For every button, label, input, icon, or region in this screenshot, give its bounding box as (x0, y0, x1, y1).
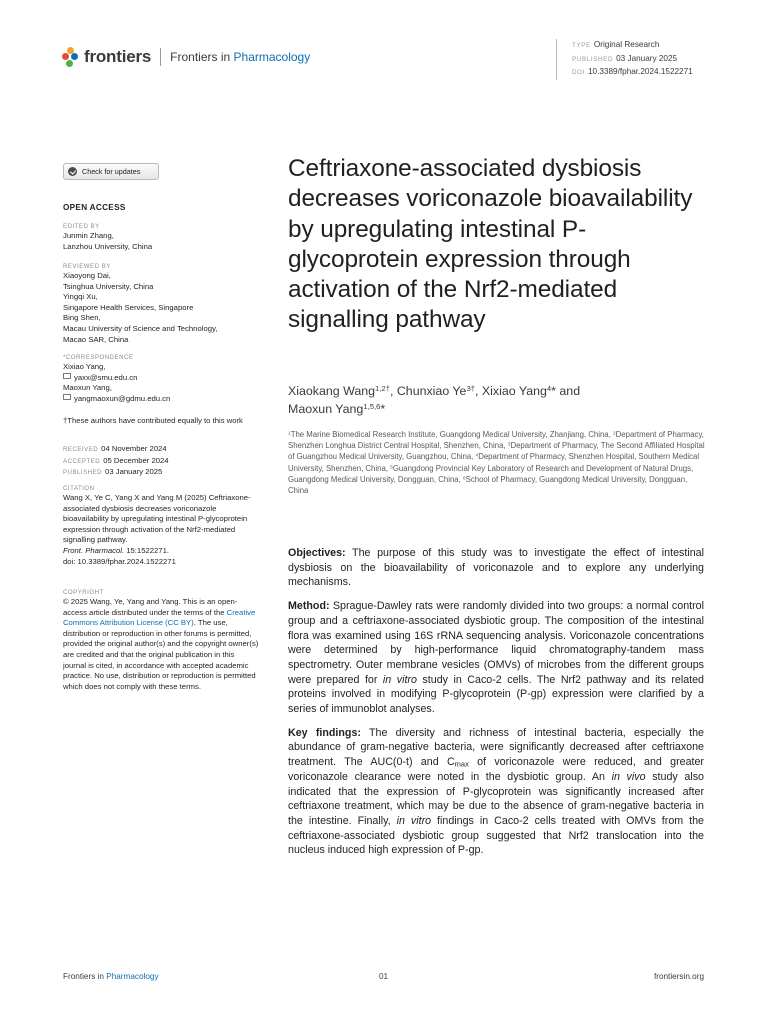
cc-license-link[interactable]: Creative Commons Attribution License (CC BY) (63, 607, 256, 628)
article-doi[interactable]: DOI 10.3389/fphar.2024.1522271 (572, 67, 693, 76)
abstract-key-findings: Key findings: The diversity and richness of intestinal bacteria, especially the abundance of gram-negative bacteria, were significantly decreased after ceftriaxone treatment. The AUC(0-t) and $C_{max}$ of voriconazole were reduced, and greater voriconazole clearance were noted in the dysbiotic group. An in vivo study also indicated that the expression of P-glycoprotein was significantly increased after ceftriaxone treatment, which may be due to the absence of gram-negative bacteria in the intestine. Finally, in vitro findings in Caco-2 cells treated with OMVs from the ceftriaxone-associated dysbiotic group suggested that Nrf2 translocation into the nucleus induced high expression of P-gp. (288, 726, 704, 857)
author[interactable]: Xixiao Yang$^4$ (481, 383, 552, 398)
reviewer-line: Bing Shen, (63, 313, 101, 323)
email-icon (63, 373, 71, 379)
corr-name: Maoxun Yang, (63, 383, 112, 393)
article-meta-box (556, 39, 693, 80)
open-access-label: OPEN ACCESS (63, 203, 126, 212)
copyright-label: COPYRIGHT (63, 589, 104, 596)
author-list: Xiaokang Wang$^{1,2\dagger}$, Chunxiao $Ye^{3\dagger}$, Xixiao Yang$^4$* and Maoxun Yang$^{1,5,6}$* (288, 383, 581, 417)
reviewer-line: Macao SAR, China (63, 334, 129, 344)
footer-site-link[interactable]: frontiersin.org (653, 972, 704, 981)
corr-email[interactable]: yangmaoxun@gdmu.edu.cn (74, 393, 171, 403)
footer-journal[interactable]: Frontiers in Pharmacology (63, 972, 159, 981)
abstract-objectives: Objectives: The purpose of this study was to investigate the effect of intestinal dysbiosis on the bioavailability of voriconazole and to explore any underlying mechanisms. (288, 547, 704, 589)
page-number: 01 (379, 972, 389, 981)
corr-email[interactable]: yaxx@smu.edu.cn (74, 372, 138, 382)
reviewed-by-section (63, 262, 261, 345)
author[interactable]: Xiaokang Wang$^{1,2\dagger}$ (288, 383, 390, 398)
check-for-updates-label: Check for updates (82, 167, 141, 176)
reviewer-line: Singapore Health Services, Singapore (63, 302, 194, 312)
citation-text: Wang X, Ye C, Yang X and Yang M (2025) Ceftriaxone-associated dysbiosis decreases voriconazole bioavailability by upregulating intestinal P-glycoprotein expression through activation of the Nrf2-mediated signalling pathway. (63, 493, 251, 545)
corr-name: Xixiao Yang, (63, 362, 106, 371)
editor-line: Lanzhou University, China (63, 241, 153, 251)
author[interactable]: Maoxun Yang$^{1,5,6}$ (288, 401, 381, 417)
citation-journal: Front. Pharmacol. 15:1522271. (63, 545, 169, 555)
reviewed-by-label: REVIEWED BY (63, 263, 111, 270)
abstract-method: Method: Sprague-Dawley rats were randomly divided into two groups: a normal control group and a ceftriaxone-associated dysbiotic group. The composition of the intestinal flora was examined using 16S rRNA sequencing analysis. Voriconazole concentrations were determined by high-performance liquid chromatography-tandem mass spectrometry. Outer membrane vesicles (OMVs) of microbes from the different groups were prepared for in vitro study in Caco-2 cells. The Nrf2 pathway and its related proteins involved in modifying P-glycoprotein (P-gp) expression were clarified by a series of immunoblot analyses. (288, 600, 705, 716)
logo-text: frontiers (84, 47, 152, 66)
dates-section (63, 444, 261, 479)
abstract (288, 546, 704, 867)
reviewer-line: Tsinghua University, China (63, 281, 154, 291)
article-title: Ceftriaxone-associated dysbiosis decreases voriconazole bioavailability by upregulating intestinal P-glycoprotein expression through activation of the Nrf2-mediated signalling pathway (288, 155, 693, 334)
citation-doi[interactable]: doi: 10.3389/fphar.2024.1522271 (63, 556, 176, 566)
accepted-date: ACCEPTED 05 December 2024 (63, 455, 169, 465)
edited-by-label: EDITED BY (63, 223, 100, 230)
affiliations: $^1$The Marine Biomedical Research Institute, Guangdong Medical University, Zhanjiang, China, $^2$Department of Pharmacy, Shenzhen Longhua District Central Hospital, Shenzhen, China, $^3$Department of Pharmacy, The Second Affiliated Hospital of Guangzhou Medical University, Guangzhou, China, $^4$Department of Pharmacy, Shenzhen Hospital, Southern Medical University, Shenzhen, China, $^5$Guangdong Provincial Key Laboratory of Research and Development of Natural Drugs, Guangdong Medical University, Dongguan, China, $^6$School of Pharmacy, Guangdong Medical University, Dongguan, China (288, 430, 705, 496)
published-date: PUBLISHED 03 January 2025 (63, 467, 163, 477)
article-type: TYPE Original Research (572, 40, 660, 49)
author[interactable]: Chunxiao $Ye^{3\dagger}$ (396, 383, 475, 398)
reviewer-line: Macau University of Science and Technology, (63, 323, 218, 333)
correspondence-section (63, 353, 261, 404)
reviewer-line: Xiaoyong Dai, (63, 271, 111, 280)
logo-divider (160, 48, 161, 66)
received-date: RECEIVED 04 November 2024 (63, 444, 167, 453)
check-icon (68, 167, 77, 176)
copyright-text: © 2025 Wang, Ye, Yang and Yang. This is an open-access article distributed under the terms of the Creative Commons Attribution License (CC BY). The use, distribution or reproduction in other forums is permitted, provided the original author(s) and the copyright owner(s) are credited and that the original publication in this journal is cited, in accordance with accepted academic practice. No use, distribution or reproduction is permitted which does not comply with these terms. (63, 597, 259, 691)
editor-line: Junmin Zhang, (63, 231, 114, 240)
reviewer-line: Yingqi Xu, (63, 292, 98, 302)
corr-email-row[interactable] (63, 373, 261, 384)
frontiers-logo-icon (62, 47, 80, 67)
check-for-updates-button[interactable] (63, 163, 159, 180)
journal-name[interactable]: Frontiers in Pharmacology (170, 50, 311, 64)
frontiers-logo[interactable] (62, 46, 310, 68)
citation-label: CITATION (63, 485, 95, 492)
corr-email-row[interactable] (63, 394, 261, 405)
copyright-section (63, 588, 259, 692)
equal-contribution-note: †These authors have contributed equally to this work (63, 416, 243, 425)
article-published: PUBLISHED 03 January 2025 (572, 53, 678, 63)
edited-by-section (63, 222, 261, 252)
citation-section (63, 484, 255, 567)
email-icon (63, 394, 71, 400)
correspondence-label: *CORRESPONDENCE (63, 354, 134, 361)
